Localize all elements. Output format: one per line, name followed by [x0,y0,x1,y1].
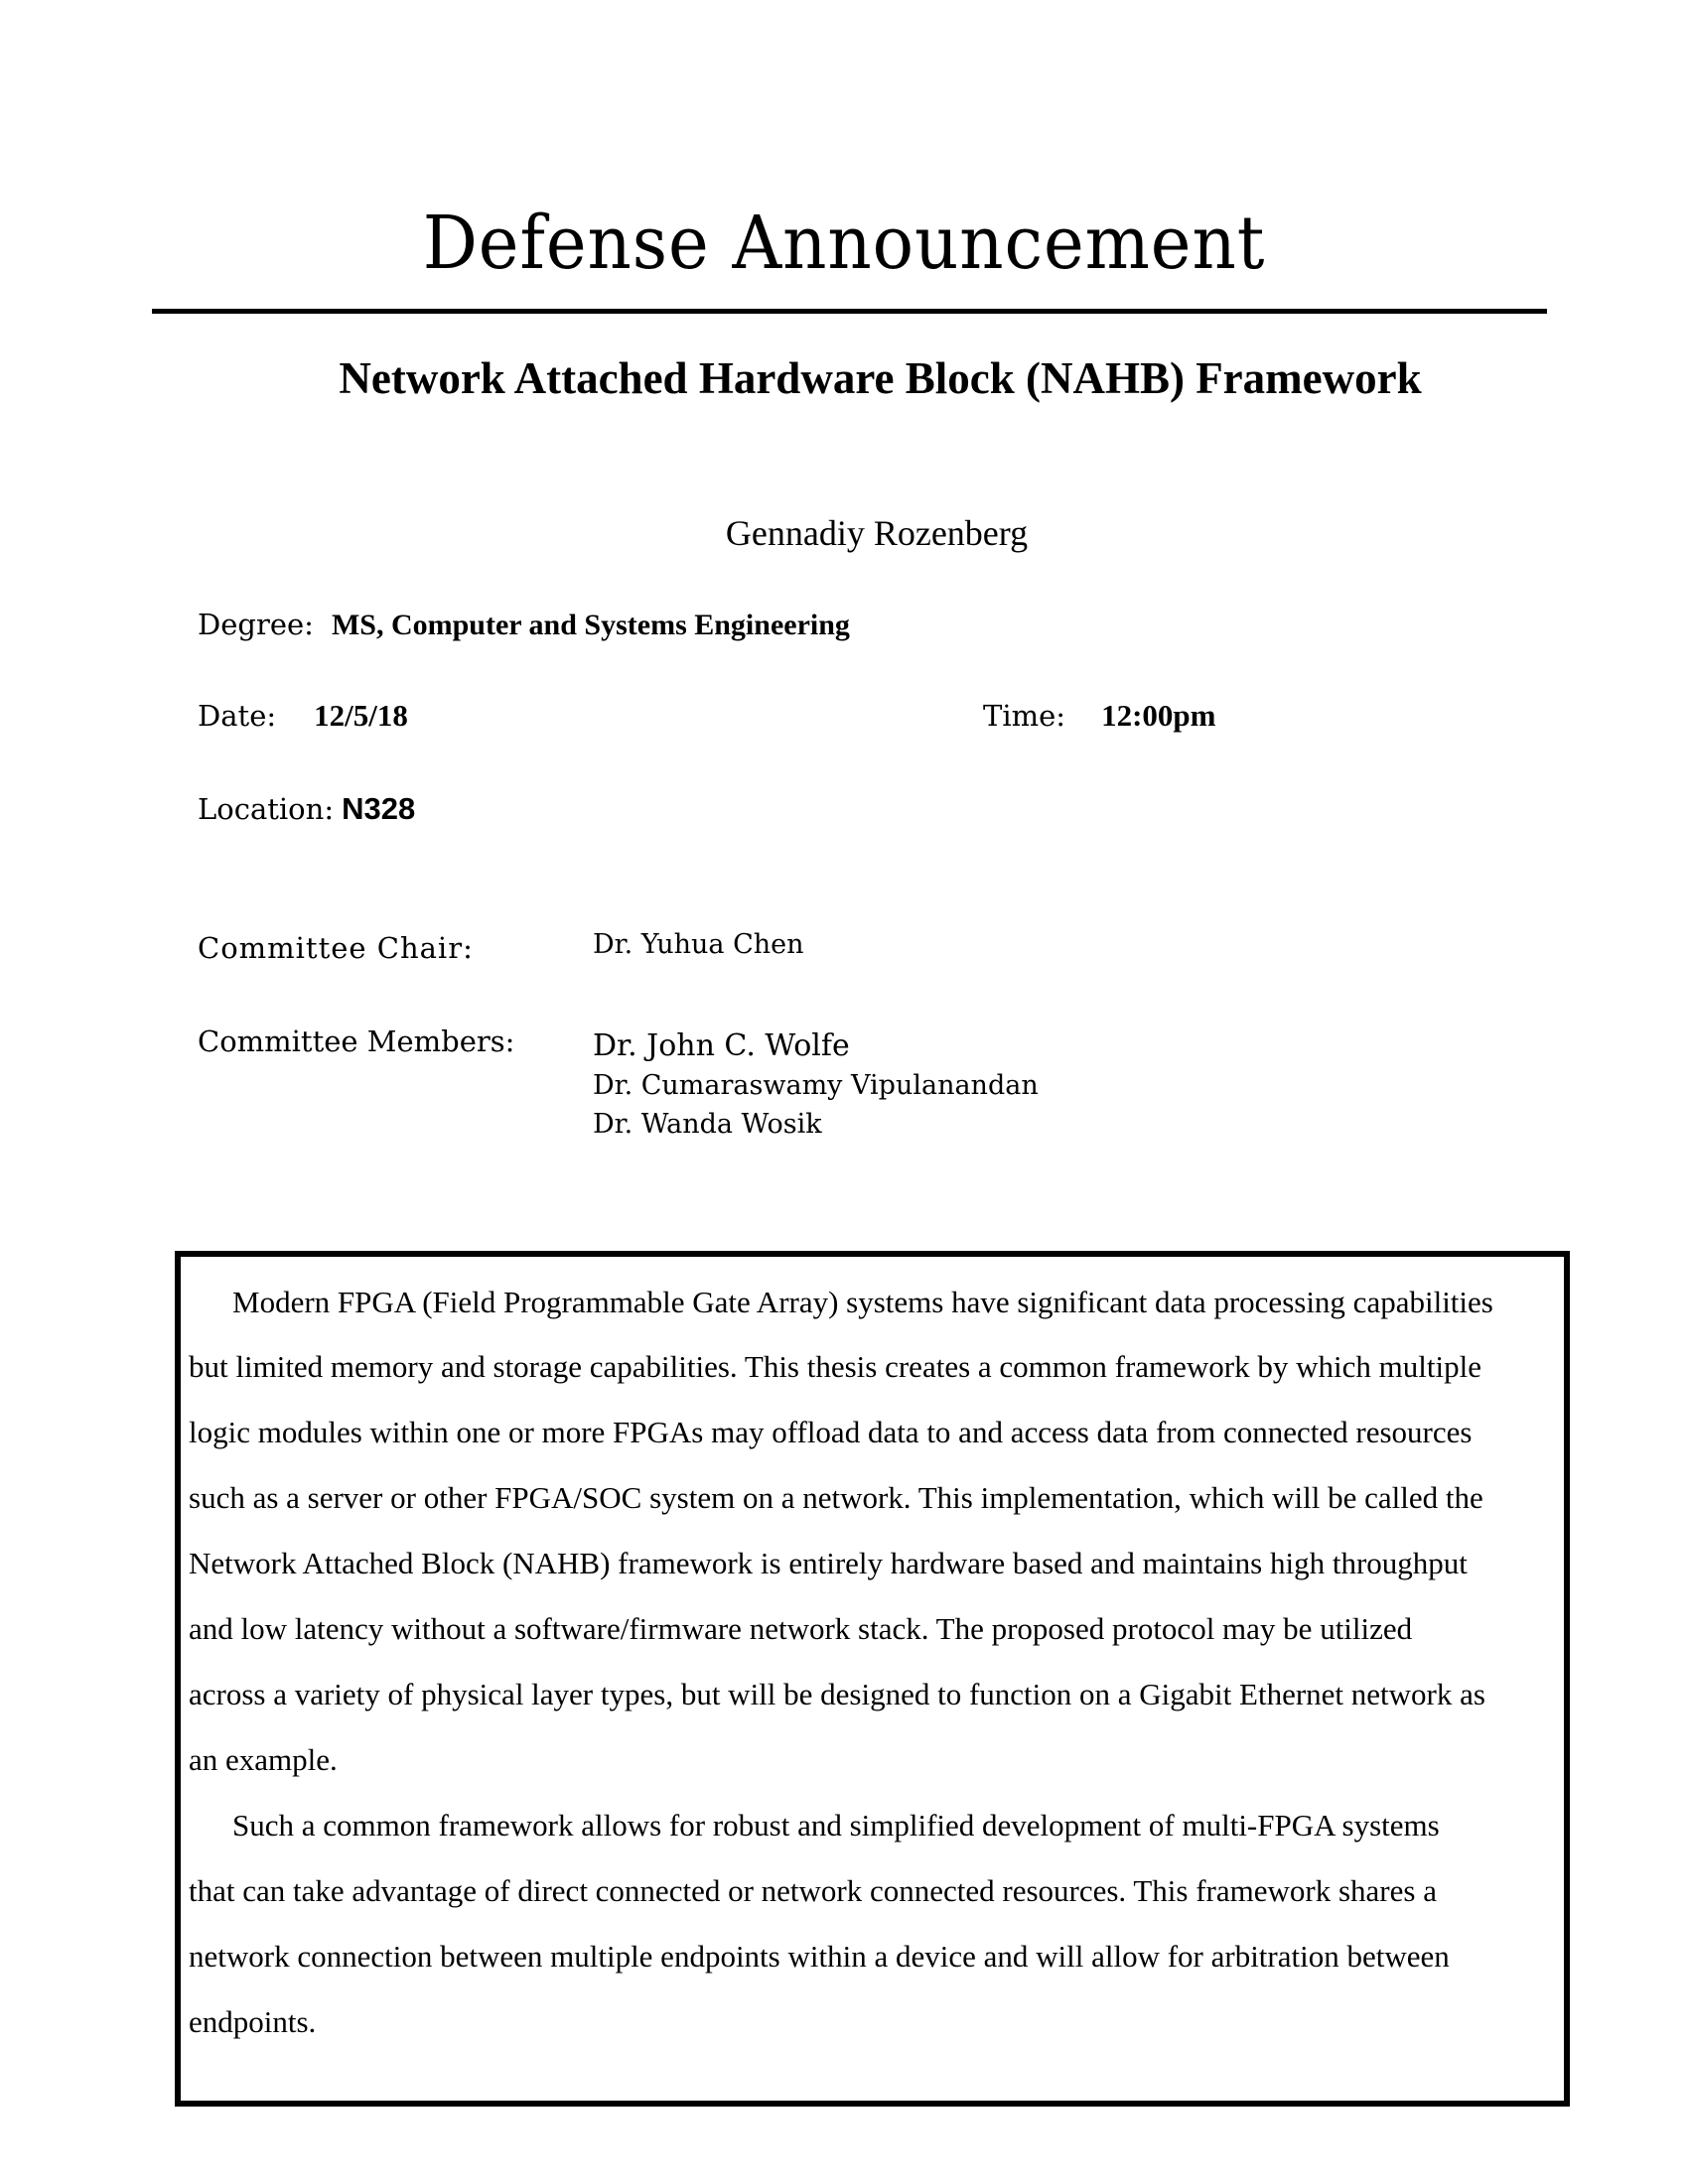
location-value: N328 [342,791,416,826]
abstract-line: that can take advantage of direct connected or network connected resources. This framework shares a [189,1873,1437,1908]
abstract-line: network connection between multiple endpoints within a device and will allow for arbitration between [189,1939,1450,1974]
abstract-line: Network Attached Block (NAHB) framework is entirely hardware based and maintains high throughput [189,1546,1468,1580]
abstract-line: such as a server or other FPGA/SOC system on a network. This implementation, which will be called the [189,1480,1483,1515]
committee-member: Dr. Cumaraswamy Vipulanandan [593,1070,1039,1101]
abstract-line: Modern FPGA (Field Programmable Gate Array) systems have significant data processing capabilities [232,1285,1493,1319]
committee-chair-label: Committee Chair: [198,931,474,965]
committee-member: Dr. John C. Wolfe [593,1028,850,1063]
location-row [198,791,415,827]
time-label: Time: [983,699,1066,733]
date-row [198,698,408,734]
abstract-line: an example. [189,1742,338,1777]
abstract-box [175,1251,1570,2107]
abstract-line: endpoints. [189,2004,317,2039]
location-label: Location: [198,792,335,826]
degree-value: MS, Computer and Systems Engineering [331,609,850,641]
abstract-line: logic modules within one or more FPGAs may offload data to and access data from connected resources [189,1415,1473,1449]
committee-member: Dr. Wanda Wosik [593,1109,822,1140]
degree-row [198,608,850,642]
author-name: Gennadiy Rozenberg [725,513,1029,553]
date-value: 12/5/18 [314,698,408,733]
abstract-line: across a variety of physical layer types, but will be designed to function on a Gigabit Ethernet network as [189,1677,1485,1711]
abstract-line: and low latency without a software/firmware network stack. The proposed protocol may be utilized [189,1611,1413,1646]
abstract-line: Such a common framework allows for robust and simplified development of multi-FPGA systems [232,1808,1440,1843]
time-row [983,698,1215,734]
date-label: Date: [198,699,277,733]
page-title: Defense Announcement [422,201,1266,286]
committee-chair-name: Dr. Yuhua Chen [593,929,804,960]
title-divider [152,309,1547,314]
thesis-title: Network Attached Hardware Block (NAHB) Framework [339,353,1422,403]
abstract-line: but limited memory and storage capabilities. This thesis creates a common framework by which multiple [189,1349,1481,1384]
degree-label: Degree: [198,608,314,641]
committee-members-label: Committee Members: [198,1024,515,1058]
time-value: 12:00pm [1101,698,1216,733]
